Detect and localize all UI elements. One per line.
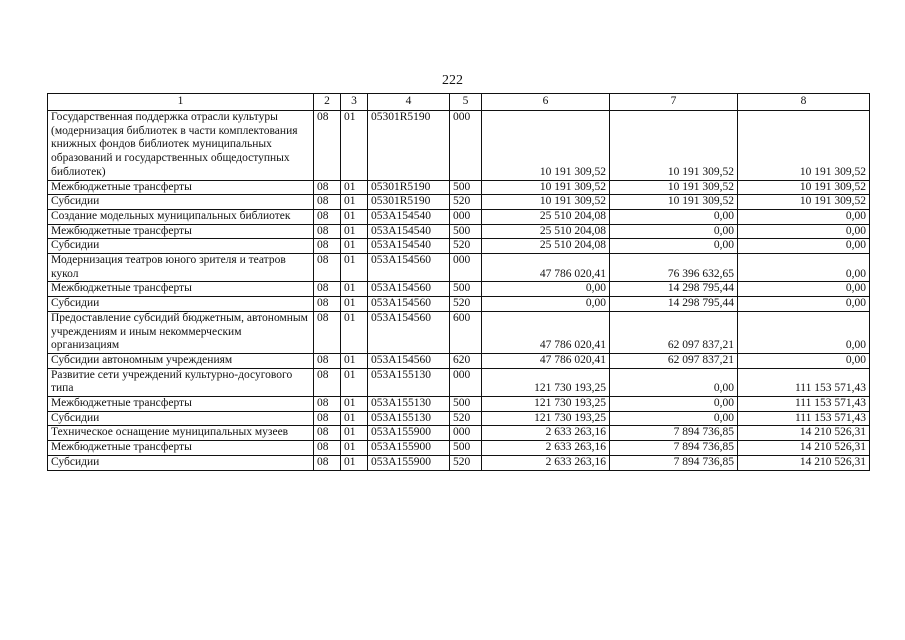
subsection-code: 01 [341, 297, 368, 312]
page-number: 222 [442, 73, 463, 88]
amount-col-7: 0,00 [610, 368, 738, 396]
amount-col-7: 7 894 736,85 [610, 441, 738, 456]
amount-col-7: 14 298 795,44 [610, 297, 738, 312]
amount-col-7: 62 097 837,21 [610, 311, 738, 353]
amount-col-7: 0,00 [610, 397, 738, 412]
column-header-5: 5 [450, 94, 482, 111]
target-article-code: 05301R5190 [368, 195, 450, 210]
row-name: Субсидии [48, 239, 314, 254]
amount-col-7: 0,00 [610, 239, 738, 254]
table-row [48, 224, 870, 239]
amount-col-8: 14 210 526,31 [738, 441, 870, 456]
amount-col-7: 7 894 736,85 [610, 455, 738, 470]
target-article-code: 053A155900 [368, 455, 450, 470]
table-row [48, 282, 870, 297]
table-row [48, 397, 870, 412]
table-row [48, 368, 870, 396]
row-name: Межбюджетные трансферты [48, 224, 314, 239]
amount-col-6: 10 191 309,52 [482, 195, 610, 210]
amount-col-7: 10 191 309,52 [610, 195, 738, 210]
table-row [48, 254, 870, 282]
table-row [48, 311, 870, 353]
table-row [48, 180, 870, 195]
amount-col-8: 111 153 571,43 [738, 397, 870, 412]
amount-col-6: 47 786 020,41 [482, 254, 610, 282]
row-name: Межбюджетные трансферты [48, 282, 314, 297]
table-row [48, 195, 870, 210]
section-code: 08 [314, 209, 341, 224]
amount-col-8: 14 210 526,31 [738, 426, 870, 441]
target-article-code: 053A154560 [368, 254, 450, 282]
expense-type-code: 620 [450, 353, 482, 368]
expense-type-code: 500 [450, 224, 482, 239]
amount-col-7: 0,00 [610, 224, 738, 239]
row-name: Субсидии автономным учреждениям [48, 353, 314, 368]
amount-col-8: 0,00 [738, 311, 870, 353]
amount-col-6: 47 786 020,41 [482, 311, 610, 353]
amount-col-6: 47 786 020,41 [482, 353, 610, 368]
section-code: 08 [314, 455, 341, 470]
target-article-code: 05301R5190 [368, 111, 450, 181]
amount-col-8: 0,00 [738, 297, 870, 312]
subsection-code: 01 [341, 311, 368, 353]
amount-col-8: 0,00 [738, 282, 870, 297]
section-code: 08 [314, 282, 341, 297]
table-row [48, 111, 870, 181]
subsection-code: 01 [341, 455, 368, 470]
amount-col-8: 10 191 309,52 [738, 180, 870, 195]
expense-type-code: 000 [450, 254, 482, 282]
subsection-code: 01 [341, 411, 368, 426]
section-code: 08 [314, 297, 341, 312]
row-name: Субсидии [48, 297, 314, 312]
target-article-code: 053A155900 [368, 441, 450, 456]
header-row [48, 94, 870, 111]
expense-type-code: 520 [450, 411, 482, 426]
row-name: Техническое оснащение муниципальных музеев [48, 426, 314, 441]
target-article-code: 053A155130 [368, 368, 450, 396]
amount-col-8: 0,00 [738, 254, 870, 282]
budget-table [47, 93, 870, 471]
amount-col-6: 2 633 263,16 [482, 455, 610, 470]
subsection-code: 01 [341, 353, 368, 368]
target-article-code: 053A155130 [368, 397, 450, 412]
amount-col-6: 121 730 193,25 [482, 411, 610, 426]
section-code: 08 [314, 311, 341, 353]
section-code: 08 [314, 254, 341, 282]
amount-col-7: 14 298 795,44 [610, 282, 738, 297]
amount-col-6: 0,00 [482, 282, 610, 297]
section-code: 08 [314, 397, 341, 412]
expense-type-code: 520 [450, 297, 482, 312]
amount-col-7: 7 894 736,85 [610, 426, 738, 441]
amount-col-8: 0,00 [738, 239, 870, 254]
table-row [48, 441, 870, 456]
amount-col-7: 76 396 632,65 [610, 254, 738, 282]
column-header-3: 3 [341, 94, 368, 111]
section-code: 08 [314, 441, 341, 456]
subsection-code: 01 [341, 254, 368, 282]
table-row [48, 297, 870, 312]
table-row [48, 239, 870, 254]
section-code: 08 [314, 180, 341, 195]
subsection-code: 01 [341, 397, 368, 412]
row-name: Модернизация театров юного зрителя и театров кукол [48, 254, 314, 282]
amount-col-8: 111 153 571,43 [738, 411, 870, 426]
table-row [48, 455, 870, 470]
subsection-code: 01 [341, 239, 368, 254]
amount-col-8: 14 210 526,31 [738, 455, 870, 470]
expense-type-code: 520 [450, 239, 482, 254]
column-header-2: 2 [314, 94, 341, 111]
row-name: Субсидии [48, 195, 314, 210]
target-article-code: 053A155900 [368, 426, 450, 441]
amount-col-7: 10 191 309,52 [610, 111, 738, 181]
amount-col-6: 25 510 204,08 [482, 224, 610, 239]
expense-type-code: 520 [450, 195, 482, 210]
target-article-code: 053A154540 [368, 239, 450, 254]
subsection-code: 01 [341, 441, 368, 456]
expense-type-code: 500 [450, 282, 482, 297]
subsection-code: 01 [341, 180, 368, 195]
row-name: Межбюджетные трансферты [48, 180, 314, 195]
amount-col-6: 10 191 309,52 [482, 111, 610, 181]
target-article-code: 053A154560 [368, 297, 450, 312]
amount-col-7: 0,00 [610, 411, 738, 426]
section-code: 08 [314, 195, 341, 210]
amount-col-8: 10 191 309,52 [738, 195, 870, 210]
column-header-1: 1 [48, 94, 314, 111]
section-code: 08 [314, 224, 341, 239]
target-article-code: 053A155130 [368, 411, 450, 426]
expense-type-code: 500 [450, 441, 482, 456]
amount-col-6: 121 730 193,25 [482, 397, 610, 412]
amount-col-6: 10 191 309,52 [482, 180, 610, 195]
amount-col-8: 0,00 [738, 209, 870, 224]
subsection-code: 01 [341, 368, 368, 396]
table-row [48, 411, 870, 426]
subsection-code: 01 [341, 282, 368, 297]
amount-col-8: 0,00 [738, 224, 870, 239]
row-name: Субсидии [48, 411, 314, 426]
expense-type-code: 000 [450, 426, 482, 441]
amount-col-7: 62 097 837,21 [610, 353, 738, 368]
amount-col-6: 2 633 263,16 [482, 441, 610, 456]
row-name: Межбюджетные трансферты [48, 441, 314, 456]
column-header-4: 4 [368, 94, 450, 111]
row-name: Межбюджетные трансферты [48, 397, 314, 412]
expense-type-code: 600 [450, 311, 482, 353]
amount-col-7: 10 191 309,52 [610, 180, 738, 195]
section-code: 08 [314, 426, 341, 441]
amount-col-6: 25 510 204,08 [482, 239, 610, 254]
expense-type-code: 520 [450, 455, 482, 470]
section-code: 08 [314, 368, 341, 396]
amount-col-8: 0,00 [738, 353, 870, 368]
amount-col-8: 111 153 571,43 [738, 368, 870, 396]
row-name: Развитие сети учреждений культурно-досугового типа [48, 368, 314, 396]
table-row [48, 209, 870, 224]
section-code: 08 [314, 111, 341, 181]
target-article-code: 053A154540 [368, 209, 450, 224]
amount-col-6: 2 633 263,16 [482, 426, 610, 441]
amount-col-6: 0,00 [482, 297, 610, 312]
target-article-code: 053A154560 [368, 282, 450, 297]
expense-type-code: 500 [450, 180, 482, 195]
expense-type-code: 000 [450, 209, 482, 224]
section-code: 08 [314, 411, 341, 426]
subsection-code: 01 [341, 209, 368, 224]
target-article-code: 053A154560 [368, 353, 450, 368]
subsection-code: 01 [341, 224, 368, 239]
amount-col-6: 121 730 193,25 [482, 368, 610, 396]
row-name: Государственная поддержка отрасли культуры (модернизация библиотек в части комплектования книжных фондов библиотек муниципальных образований и государственных общедоступных библиотек) [48, 111, 314, 181]
table-row [48, 353, 870, 368]
expense-type-code: 000 [450, 368, 482, 396]
target-article-code: 053A154540 [368, 224, 450, 239]
column-header-6: 6 [482, 94, 610, 111]
table-row [48, 426, 870, 441]
column-header-8: 8 [738, 94, 870, 111]
subsection-code: 01 [341, 195, 368, 210]
table-body [48, 111, 870, 471]
subsection-code: 01 [341, 111, 368, 181]
expense-type-code: 500 [450, 397, 482, 412]
row-name: Создание модельных муниципальных библиотек [48, 209, 314, 224]
column-header-7: 7 [610, 94, 738, 111]
amount-col-7: 0,00 [610, 209, 738, 224]
section-code: 08 [314, 353, 341, 368]
target-article-code: 053A154560 [368, 311, 450, 353]
row-name: Субсидии [48, 455, 314, 470]
amount-col-6: 25 510 204,08 [482, 209, 610, 224]
target-article-code: 05301R5190 [368, 180, 450, 195]
amount-col-8: 10 191 309,52 [738, 111, 870, 181]
section-code: 08 [314, 239, 341, 254]
expense-type-code: 000 [450, 111, 482, 181]
subsection-code: 01 [341, 426, 368, 441]
row-name: Предоставление субсидий бюджетным, автономным учреждениям и иным некоммерческим организациям [48, 311, 314, 353]
